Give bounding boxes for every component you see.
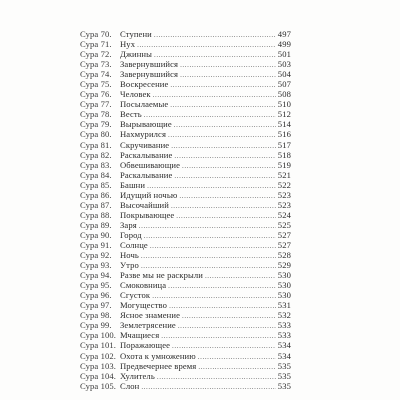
sura-title: Поражающее [120,340,171,351]
toc-row [80,49,291,59]
toc-row [80,150,291,160]
page-number: 501 [277,49,291,60]
page-number: 525 [277,219,291,230]
dot-leader [198,362,275,372]
sura-number: Сура 95. [80,280,112,291]
sura-number: Сура 78. [80,109,112,120]
toc-row [80,129,291,139]
page-number: 531 [277,300,291,311]
page-number: 530 [277,290,291,301]
toc-row [80,140,291,150]
toc-row [80,340,291,350]
toc-row [80,280,291,290]
sura-title: Смоковница [120,280,167,291]
dot-leader [170,100,276,110]
dot-leader [180,70,276,80]
sura-title: Идущий ночью [120,189,178,200]
sura-title: Нух [120,39,136,50]
page-number: 534 [277,340,291,351]
table-of-contents [80,29,291,391]
page-number: 512 [277,109,291,120]
sura-title: Ночь [120,250,139,261]
page-number: 510 [277,99,291,110]
toc-row [80,270,291,280]
sura-number: Сура 73. [80,59,112,70]
dot-leader [174,120,276,130]
dot-leader [144,231,276,241]
toc-row [80,119,291,129]
sura-number: Сура 71. [80,39,112,50]
sura-number: Сура 96. [80,290,112,301]
page-number: 508 [277,89,291,100]
page-number: 530 [277,270,291,281]
dot-leader [168,281,276,291]
sura-title: Посылаемые [120,99,169,110]
sura-title: Завернувшийся [120,59,179,70]
sura-title: Ступени [120,29,152,39]
sura-number: Сура 92. [80,250,112,261]
sura-title: Город [120,229,142,240]
sura-title: Весть [120,109,142,120]
page-number: 499 [277,39,291,50]
page-number: 503 [277,59,291,70]
sura-title: Разве мы не раскрыли [120,270,203,281]
page-number: 517 [277,139,291,150]
page-number: 527 [277,229,291,240]
sura-number: Сура 86. [80,189,112,200]
sura-title: Ясное знамение [120,310,180,321]
sura-title: Могущество [120,300,168,311]
toc-row [80,69,291,79]
sura-title: Слон [120,380,140,391]
sura-number: Сура 102. [80,350,117,361]
sura-number: Сура 103. [80,360,117,371]
page-number: 522 [277,179,291,190]
sura-number: Сура 93. [80,260,112,271]
sura-number: Сура 70. [80,29,112,39]
page-number: 518 [277,149,291,160]
dot-leader [179,191,275,201]
toc-row [80,361,291,371]
sura-title: Предвечернее время [120,360,197,371]
sura-title: Человек [120,89,151,100]
dot-leader [157,372,276,382]
sura-number: Сура 81. [80,139,112,150]
sura-title: Утро [120,260,139,271]
sura-number: Сура 99. [80,320,112,331]
page-number: 528 [277,250,291,261]
sura-title: Башни [120,179,146,190]
toc-row [80,310,291,320]
sura-number: Сура 82. [80,149,112,160]
sura-title: Джинны [120,49,152,60]
sura-number: Сура 91. [80,239,112,250]
sura-number: Сура 77. [80,99,112,110]
sura-number: Сура 88. [80,209,112,220]
toc-row [80,170,291,180]
toc-row [80,381,291,391]
sura-number: Сура 90. [80,229,112,240]
dot-leader [169,301,276,311]
sura-number: Сура 104. [80,370,117,381]
toc-row [80,109,291,119]
page-number: 535 [277,370,291,381]
dot-leader [205,271,276,281]
sura-number: Сура 98. [80,310,112,321]
dot-leader [161,331,276,341]
page-number: 534 [277,350,291,361]
page-number: 519 [277,159,291,170]
page-number: 514 [277,119,291,130]
sura-title: Покрывающее [120,209,175,220]
dot-leader [150,241,276,251]
dot-leader [171,141,276,151]
sura-title: Землетрясение [120,320,176,331]
sura-number: Сура 79. [80,119,112,130]
dot-leader [182,311,276,321]
sura-number: Сура 83. [80,159,112,170]
toc-row [80,200,291,210]
dot-leader [176,211,276,221]
sura-title: Обвешивающие [120,159,181,170]
sura-title: Скручивание [120,139,170,150]
toc-row [80,371,291,381]
dot-leader [153,90,276,100]
sura-number: Сура 94. [80,270,112,281]
dot-leader [141,382,275,392]
dot-leader [170,80,275,90]
sura-title: Высочайший [120,199,169,210]
page-number: 532 [277,310,291,321]
toc-row [80,99,291,109]
sura-title: Нахмурился [120,129,167,140]
dot-leader [174,171,275,181]
toc-row [80,39,291,49]
sura-number: Сура 85. [80,179,112,190]
page-number: 523 [277,199,291,210]
page-number: 507 [277,79,291,90]
sura-number: Сура 105. [80,380,117,391]
page-number: 535 [277,380,291,391]
sura-number: Сура 97. [80,300,112,311]
toc-row [80,351,291,361]
dot-leader [137,40,276,50]
page-number: 535 [277,360,291,371]
dot-leader [174,151,275,161]
dot-leader [182,161,276,171]
sura-number: Сура 84. [80,169,112,180]
sura-title: Мчащиеся [120,330,160,341]
toc-row [80,330,291,340]
sura-number: Сура 101. [80,340,117,351]
toc-row [80,300,291,310]
dot-leader [168,130,276,140]
sura-number: Сура 75. [80,79,112,90]
page-number: 524 [277,209,291,220]
toc-row [80,220,291,230]
toc-row [80,260,291,270]
toc-row [80,89,291,99]
toc-row [80,79,291,89]
dot-leader [180,60,276,70]
page-number: 497 [277,29,291,39]
sura-number: Сура 87. [80,199,112,210]
sura-title: Заря [120,219,137,230]
sura-title: Раскалывание [120,149,173,160]
sura-title: Раскалывание [120,169,173,180]
sura-title: Сгусток [120,290,151,301]
toc-row [80,210,291,220]
sura-number: Сура 89. [80,219,112,230]
toc-row [80,180,291,190]
sura-title: Вырывающие [120,119,172,130]
sura-title: Хулитель [120,370,155,381]
dot-leader [141,251,276,261]
toc-row [80,240,291,250]
dot-leader [178,321,276,331]
toc-row [80,59,291,69]
dot-leader [154,30,276,40]
sura-number: Сура 74. [80,69,112,80]
toc-row [80,290,291,300]
sura-number: Сура 72. [80,49,112,60]
page-number: 527 [277,239,291,250]
toc-row [80,320,291,330]
toc-row [80,29,291,39]
dot-leader [171,201,276,211]
page-number: 504 [277,69,291,80]
sura-title: Воскресение [120,79,169,90]
page-number: 533 [277,320,291,331]
page-number: 530 [277,280,291,291]
toc-row [80,190,291,200]
sura-title: Завернувшийся [120,69,179,80]
page-number: 529 [277,260,291,271]
toc-row [80,230,291,240]
dot-leader [198,352,276,362]
page-number: 523 [277,189,291,200]
sura-number: Сура 100. [80,330,117,341]
sura-number: Сура 76. [80,89,112,100]
dot-leader [139,221,276,231]
dot-leader [152,291,276,301]
toc-row [80,250,291,260]
page-number: 533 [277,330,291,341]
toc-row [80,160,291,170]
sura-title: Солнце [120,239,148,250]
sura-number: Сура 80. [80,129,112,140]
page-number: 516 [277,129,291,140]
sura-title: Охота к умножению [120,350,196,361]
page-number: 521 [277,169,291,180]
